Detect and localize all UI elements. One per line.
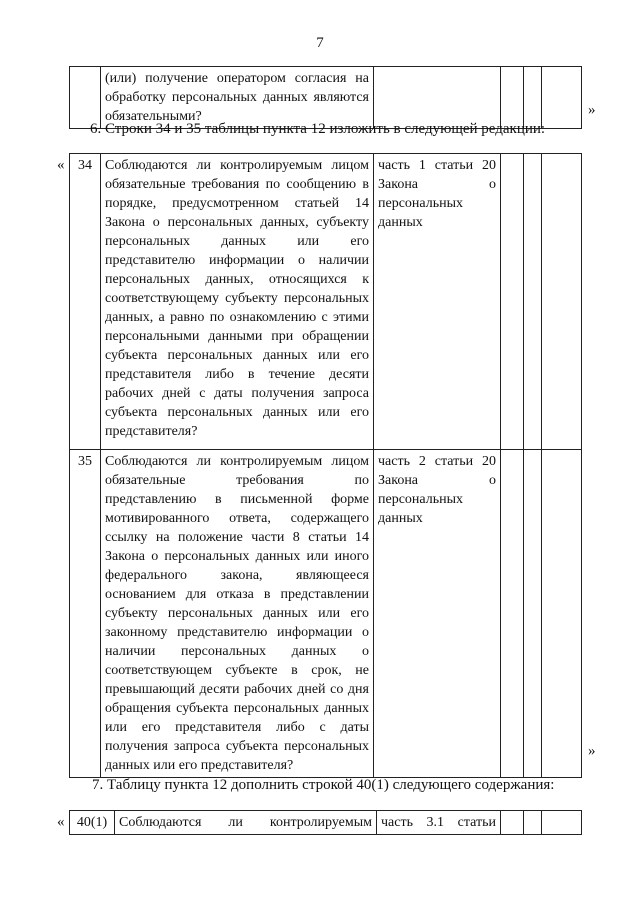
answer-cell (524, 450, 542, 778)
requirement-cell: Соблюдаются ли контролируемым (115, 811, 377, 835)
answer-cell (542, 67, 582, 129)
requirement-cell: (или) получение оператором согласия на обработку персональных данных являются обязательными? (101, 67, 374, 129)
answer-cell (542, 450, 582, 778)
answer-cell (524, 154, 542, 450)
row-number-cell: 35 (70, 450, 101, 778)
paragraph-6: 6. Строки 34 и 35 таблицы пункта 12 изложить в следующей редакции: (90, 121, 546, 137)
answer-cell (501, 811, 524, 835)
answer-cell (524, 67, 542, 129)
requirement-cell: Соблюдаются ли контролируемым лицом обязательные требования по сообщению в порядке, предусмотренном статьей 14 Закона о персональных данных, субъекту персональных данных или его представителю информации о наличии персональных данных, относящихся к соответствующему субъекту персональных данных, а равно по ознакомлению с этими персональными данными при обращении субъекта персональных данных или его представителя либо в течение десяти рабочих дней с даты получения запроса субъекта персональных данных или его представителя? (101, 154, 374, 450)
close-quote: » (588, 102, 596, 118)
row-number-cell: 40(1) (70, 811, 115, 835)
reference-cell: часть 2 статьи 20 Закона о персональных данных (374, 450, 501, 778)
row-number-cell (70, 67, 101, 129)
table-rows-34-35 (69, 153, 582, 778)
table-row (70, 67, 582, 129)
answer-cell (524, 811, 542, 835)
reference-cell: часть 3.1 статьи (377, 811, 501, 835)
requirement-cell: Соблюдаются ли контролируемым лицом обязательные требования по представлению в письменной форме мотивированного ответа, содержащего ссылку на положение части 8 статьи 14 Закона о персональных данных или иного федерального закона, являющееся основанием для отказа в представлении субъекту персональных данных или его законному представителю информации о наличии персональных данных о соответствующем субъекте в срок, не превышающий десяти рабочих дней со дня обращения субъекта персональных данных или его представителя либо с даты получения запроса субъекта персональных данных или его представителя? (101, 450, 374, 778)
reference-cell: часть 1 статьи 20 Закона о персональных данных (374, 154, 501, 450)
answer-cell (501, 450, 524, 778)
open-quote: « (57, 157, 65, 173)
close-quote: » (588, 743, 596, 759)
answer-cell (501, 67, 524, 129)
open-quote: « (57, 814, 65, 830)
table-row (70, 450, 582, 778)
answer-cell (542, 811, 582, 835)
page-number: 7 (316, 35, 324, 51)
answer-cell (542, 154, 582, 450)
paragraph-7: 7. Таблицу пункта 12 дополнить строкой 40(1) следующего содержания: (92, 777, 555, 793)
row-number-cell: 34 (70, 154, 101, 450)
table-row-40-1 (69, 810, 582, 835)
reference-cell (374, 67, 501, 129)
answer-cell (501, 154, 524, 450)
table-row (70, 154, 582, 450)
table-continuation (69, 66, 582, 129)
table-row (70, 811, 582, 835)
